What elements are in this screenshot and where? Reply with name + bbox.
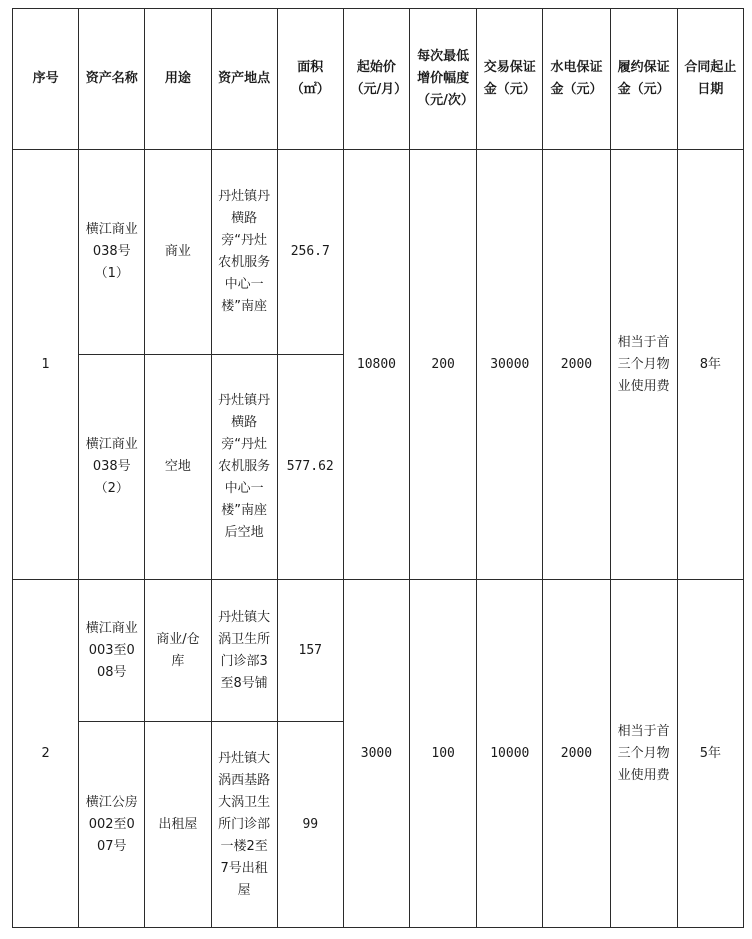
asset-table <box>12 8 744 928</box>
start-price-cell: 10800 <box>343 150 409 580</box>
header-index: 序号 <box>13 9 79 150</box>
location-cell: 丹灶镇大涡西基路大涡卫生所门诊部一楼2至7号出租屋 <box>211 722 277 928</box>
contract-term-cell: 8年 <box>677 150 743 580</box>
asset-name-cell: 横江商业003至008号 <box>79 580 145 722</box>
performance-deposit-cell: 相当于首三个月物业使用费 <box>610 580 677 928</box>
usage-cell: 商业 <box>145 150 211 355</box>
min-increment-cell: 100 <box>410 580 477 928</box>
header-usage: 用途 <box>145 9 211 150</box>
header-location: 资产地点 <box>211 9 277 150</box>
header-contract-term: 合同起止日期 <box>677 9 743 150</box>
group-index: 2 <box>13 580 79 928</box>
header-start-price: 起始价（元/月） <box>343 9 409 150</box>
usage-cell: 出租屋 <box>145 722 211 928</box>
usage-cell: 空地 <box>145 355 211 580</box>
location-cell: 丹灶镇大涡卫生所门诊部3至8号铺 <box>211 580 277 722</box>
group-index: 1 <box>13 150 79 580</box>
performance-deposit-cell: 相当于首三个月物业使用费 <box>610 150 677 580</box>
area-cell: 256.7 <box>277 150 343 355</box>
header-trade-deposit: 交易保证金（元） <box>477 9 543 150</box>
area-cell: 577.62 <box>277 355 343 580</box>
min-increment-cell: 200 <box>410 150 477 580</box>
header-utility-deposit: 水电保证金（元） <box>543 9 610 150</box>
location-cell: 丹灶镇丹横路旁“丹灶农机服务中心一楼”南座 <box>211 150 277 355</box>
header-min-increment: 每次最低增价幅度（元/次） <box>410 9 477 150</box>
table-row <box>13 580 744 722</box>
header-asset-name: 资产名称 <box>79 9 145 150</box>
contract-term-cell: 5年 <box>677 580 743 928</box>
utility-deposit-cell: 2000 <box>543 580 610 928</box>
table-row <box>13 150 744 355</box>
header-area: 面积（㎡） <box>277 9 343 150</box>
trade-deposit-cell: 10000 <box>477 580 543 928</box>
asset-name-cell: 横江商业038号（1） <box>79 150 145 355</box>
trade-deposit-cell: 30000 <box>477 150 543 580</box>
asset-name-cell: 横江商业038号（2） <box>79 355 145 580</box>
location-cell: 丹灶镇丹横路旁“丹灶农机服务中心一楼”南座后空地 <box>211 355 277 580</box>
header-performance-deposit: 履约保证金（元） <box>610 9 677 150</box>
area-cell: 99 <box>277 722 343 928</box>
utility-deposit-cell: 2000 <box>543 150 610 580</box>
usage-cell: 商业/仓库 <box>145 580 211 722</box>
asset-name-cell: 横江公房002至007号 <box>79 722 145 928</box>
area-cell: 157 <box>277 580 343 722</box>
start-price-cell: 3000 <box>343 580 409 928</box>
header-row <box>13 9 744 150</box>
